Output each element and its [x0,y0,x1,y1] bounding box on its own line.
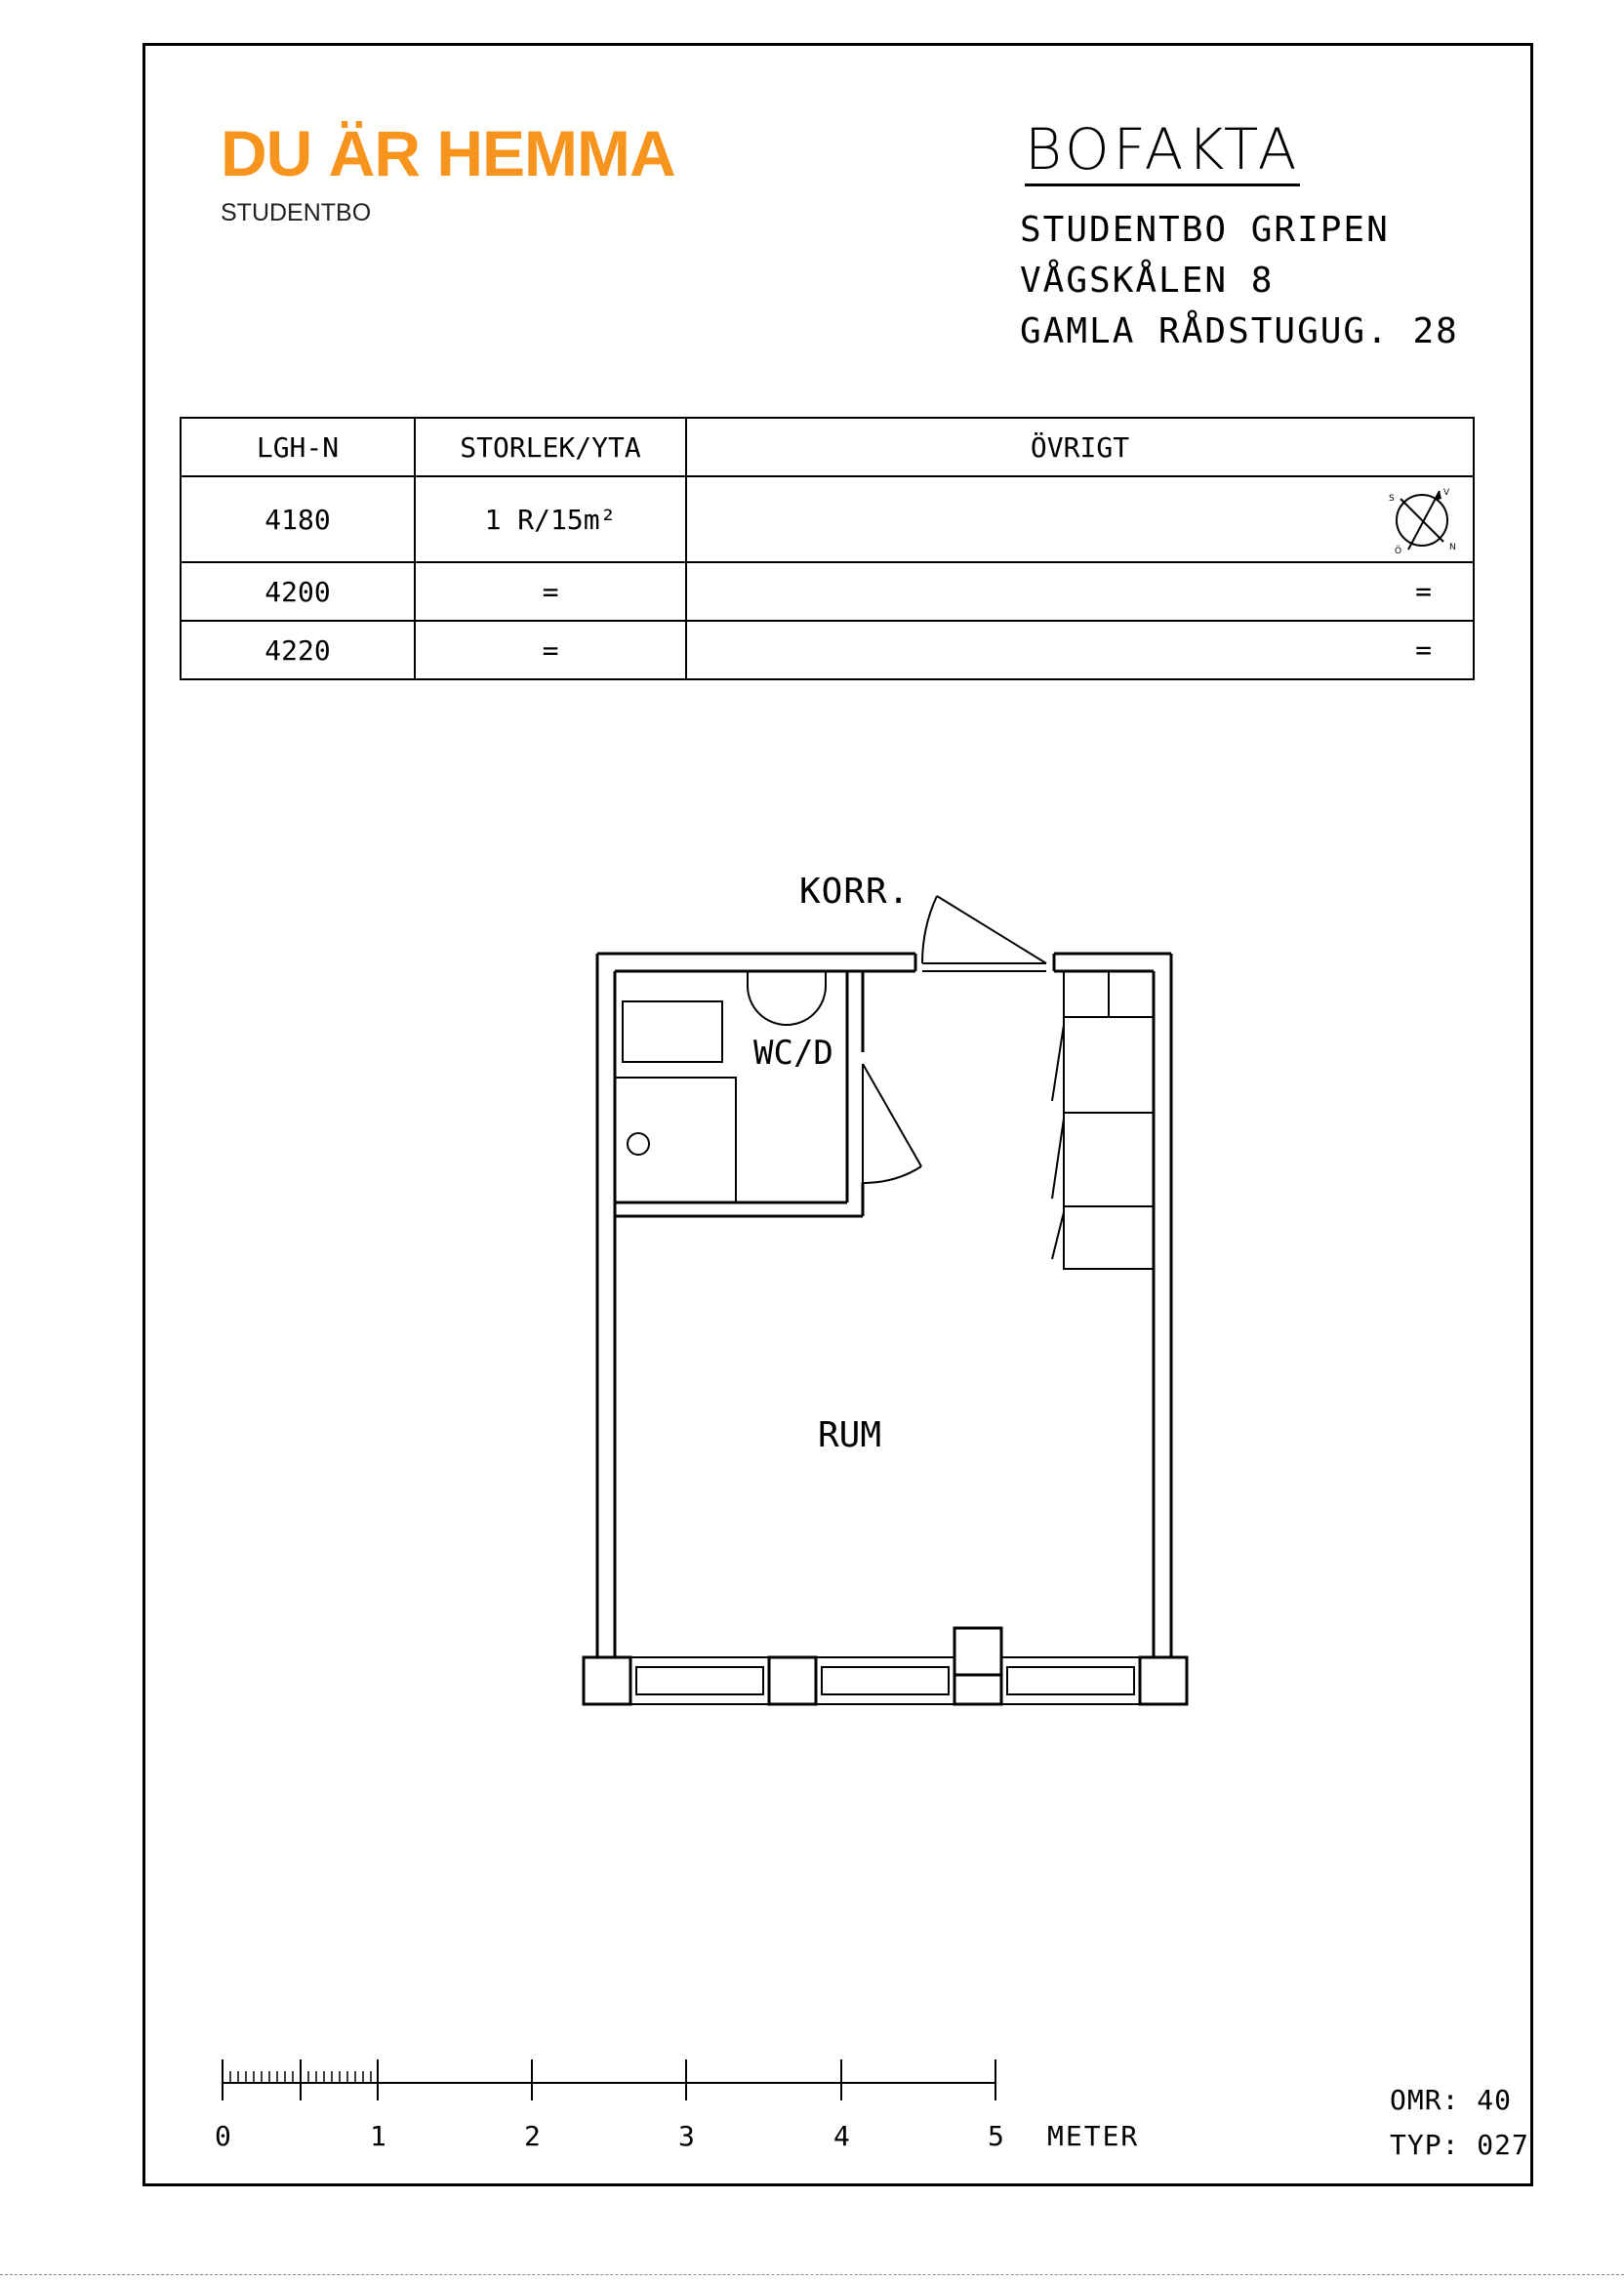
cell-lgh: 4220 [181,621,415,679]
scale-tick-4: 4 [833,2120,850,2152]
scale-tick-1: 1 [370,2120,386,2152]
typ-value: TYP: 027 [1390,2129,1529,2161]
address-line-2: VÅGSKÅLEN 8 [1020,261,1275,301]
svg-text:N: N [1449,543,1456,552]
scale-unit: METER [1047,2120,1140,2152]
cell-size: 1 R/15m² [415,476,686,562]
cell-other: = [686,562,1474,621]
scale-tick-2: 2 [524,2120,541,2152]
svg-text:S: S [1389,494,1395,504]
scale-tick-0: 0 [215,2120,231,2152]
header-lgh: LGH-N [181,418,415,476]
cell-size: = [415,562,686,621]
scale-tick-5: 5 [988,2120,1004,2152]
scale-bar [223,2059,995,2100]
label-bathroom: WC/D [753,1034,833,1073]
cell-size: = [415,621,686,679]
cell-other: = [686,621,1474,679]
svg-text:Ö: Ö [1395,547,1402,555]
label-corridor: KORR. [799,872,911,912]
omr-value: OMR: 40 [1390,2084,1513,2116]
label-room: RUM [818,1415,882,1455]
cell-lgh: 4180 [181,476,415,562]
cell-lgh: 4200 [181,562,415,621]
page-bottom-rule [0,2274,1624,2275]
scale-tick-3: 3 [678,2120,695,2152]
brand-logo: DU ÄR HEMMA [221,117,675,189]
brand-subtitle: STUDENTBO [221,199,372,226]
address-line-1: STUDENTBO GRIPEN [1020,210,1390,250]
page-title: BOFAKTA [1025,121,1300,186]
header-other: ÖVRIGT [686,418,1474,476]
address-line-3: GAMLA RÅDSTUGUG. 28 [1020,311,1459,351]
header-size: STORLEK/YTA [415,418,686,476]
svg-text:V: V [1443,488,1450,498]
